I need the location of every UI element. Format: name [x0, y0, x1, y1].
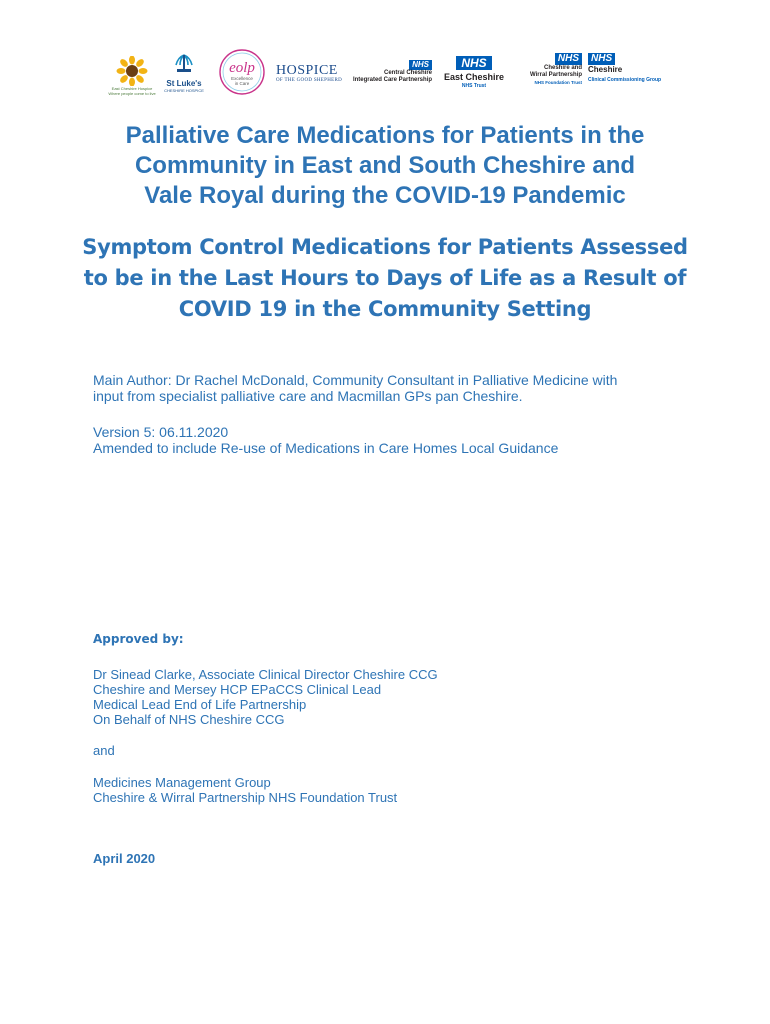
nhs-logo-icon: NHS [588, 53, 615, 65]
nhs-logo-icon: NHS [456, 56, 491, 70]
approver-line: Medical Lead End of Life Partnership [93, 697, 307, 712]
cwp-line-2: Wirral Partnership [530, 72, 582, 78]
hospice-caption: East Cheshire Hospice [111, 86, 153, 91]
cheshire-ccg-line-1: Cheshire [588, 65, 623, 74]
fountain-icon [173, 52, 195, 74]
hospice-subtitle: OF THE GOOD SHEPHERD [276, 78, 343, 83]
eolp-line-2: in Care [234, 81, 250, 86]
publication-date: April 2020 [93, 851, 156, 866]
hospice-good-shepherd-logo [276, 64, 348, 83]
central-cheshire-line-2: Integrated Care Partnership [352, 77, 432, 83]
cheshire-ccg-logo [588, 53, 678, 85]
cwp-line-3: NHS Foundation Trust [534, 80, 582, 85]
subtitle-line-2: to be in the Last Hours to Days of Life as a Result of [83, 266, 687, 290]
subtitle-line-3: COVID 19 in the Community Setting [178, 297, 592, 321]
approved-by-heading: Approved by: [93, 632, 184, 646]
hospice-tagline: Where people come to live [108, 91, 156, 96]
eolp-logo [218, 48, 266, 101]
title-line-3: Vale Royal during the COVID-19 Pandemic [144, 182, 626, 209]
cwp-line-1: Cheshire and [543, 65, 582, 71]
hospice-name: HOSPICE [276, 63, 338, 78]
nhs-logo-icon: NHS [555, 53, 582, 65]
st-lukes-subtitle: CHESHIRE HOSPICE [164, 88, 204, 93]
eolp-mark: eolp [229, 60, 255, 76]
version-line: Version 5: 06.11.2020 [93, 424, 229, 440]
and-text: and [93, 743, 115, 758]
partner-logo-strip [100, 48, 680, 98]
amendment-note: Amended to include Re-use of Medications in Care Homes Local Guidance [93, 440, 559, 456]
approver-line: Dr Sinead Clarke, Associate Clinical Director Cheshire CCG [93, 667, 438, 682]
author-line-2: input from specialist palliative care and Macmillan GPs pan Cheshire. [93, 388, 523, 404]
cwp-nhs-foundation-trust-logo [514, 53, 582, 86]
author-statement [93, 372, 693, 404]
approver-line: Cheshire and Mersey HCP EPaCCS Clinical Lead [93, 682, 382, 697]
eolp-line-1: Excellence [231, 76, 253, 81]
document-title [80, 121, 690, 211]
author-line-1: Main Author: Dr Rachel McDonald, Community Consultant in Palliative Medicine with [93, 372, 618, 388]
st-lukes-logo [162, 52, 206, 93]
east-cheshire-line-2: NHS Trust [461, 83, 487, 89]
st-lukes-name: St Luke's [166, 79, 202, 88]
approving-group-line: Medicines Management Group [93, 775, 271, 790]
eolp-mark-icon [218, 48, 266, 96]
cheshire-ccg-line-2: Clinical Commissioning Group [588, 77, 662, 83]
east-cheshire-nhs-trust-logo [442, 54, 506, 90]
east-cheshire-line-1: East Cheshire [443, 72, 505, 82]
central-cheshire-icp-logo [348, 60, 432, 84]
central-cheshire-line-1: Central Cheshire [383, 70, 432, 76]
document-subtitle [80, 232, 690, 325]
approver-line: On Behalf of NHS Cheshire CCG [93, 712, 285, 727]
subtitle-line-1: Symptom Control Medications for Patients Assessed [82, 235, 688, 259]
approving-group-line: Cheshire & Wirral Partnership NHS Foundation Trust [93, 790, 398, 805]
title-line-2: Community in East and South Cheshire and [134, 152, 636, 179]
nhs-logo-icon: NHS [409, 60, 432, 70]
title-line-1: Palliative Care Medications for Patients in the [125, 122, 645, 149]
east-cheshire-hospice-logo [100, 56, 164, 96]
sunflower-icon [115, 56, 149, 86]
